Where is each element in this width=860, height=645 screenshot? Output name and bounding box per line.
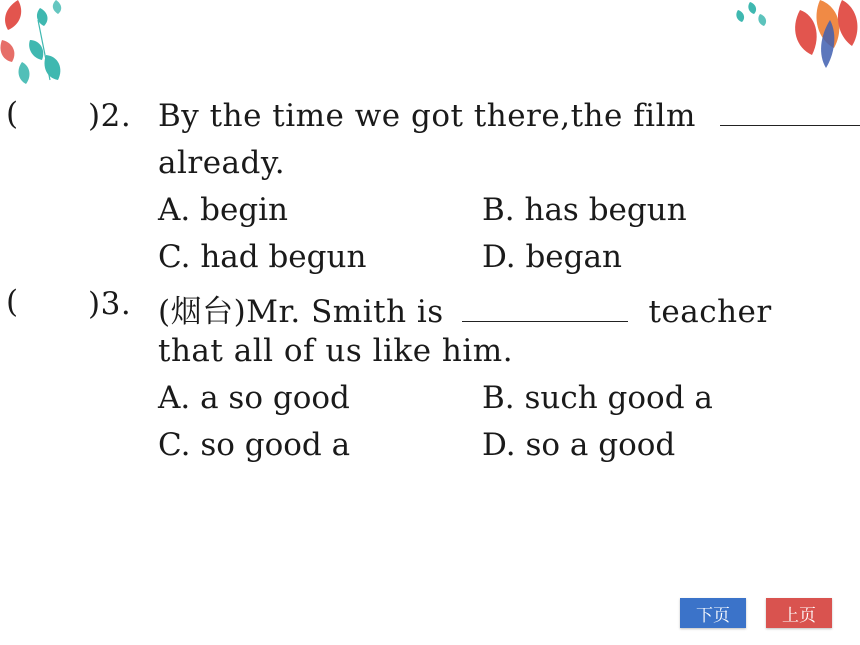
answer-blank [720, 124, 860, 126]
option-c: C. so good a [158, 427, 351, 463]
answer-paren-open: ( [6, 284, 19, 320]
option-b: B. such good a [482, 380, 713, 416]
option-d: D. so a good [482, 427, 676, 463]
leaf-decoration-top-right [730, 0, 860, 75]
question-stem-line2: that all of us like him. [158, 333, 514, 369]
next-page-button[interactable]: 下页 [680, 598, 746, 628]
option-b: B. has begun [482, 192, 687, 228]
option-c: C. had begun [158, 239, 367, 275]
answer-paren-open: ( [6, 96, 19, 132]
question-stem-line2: already. [158, 145, 286, 181]
question-stem-text: Mr. Smith is [246, 294, 444, 330]
question-number: )3. [88, 286, 132, 322]
answer-blank [462, 320, 628, 322]
source-tag: (烟台) [158, 294, 247, 330]
prev-page-button[interactable]: 上页 [766, 598, 832, 628]
option-a: A. a so good [158, 380, 350, 416]
question-stem-text-after: teacher [648, 294, 772, 330]
question-stem-text: By the time we got there,the film [158, 98, 696, 134]
question-number: )2. [88, 98, 132, 134]
question-stem-line1 [158, 286, 772, 331]
leaf-decoration-top-left [0, 0, 90, 95]
question-stem-line1 [158, 98, 860, 134]
option-a: A. begin [158, 192, 289, 228]
option-d: D. began [482, 239, 622, 275]
